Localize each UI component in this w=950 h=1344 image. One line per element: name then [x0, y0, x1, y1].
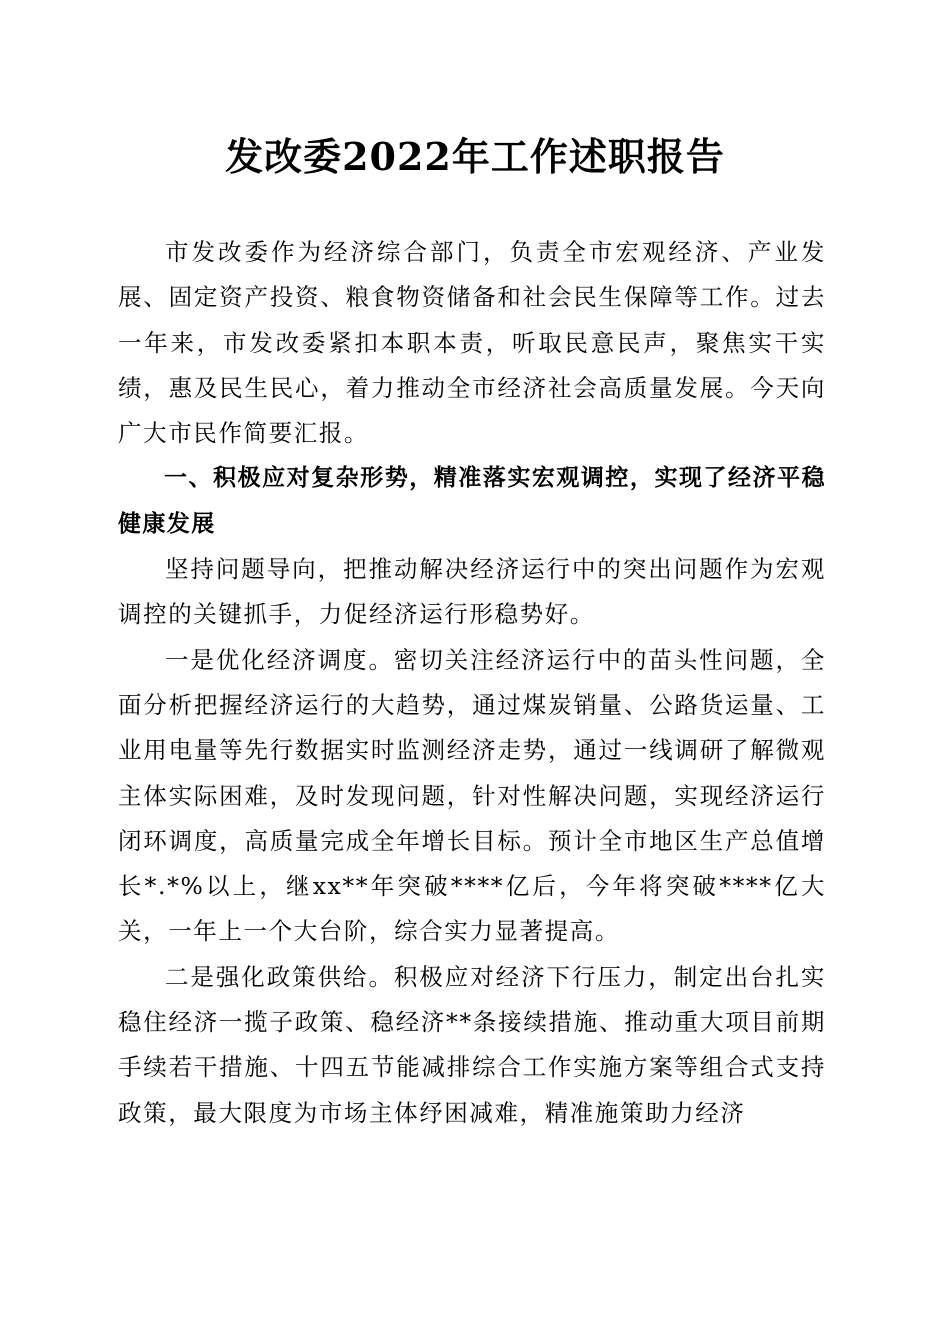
- point-paragraph-2: 二是强化政策供给。积极应对经济下行压力，制定出台扎实稳住经济一揽子政策、稳经济**条接续措施、推动重大项目前期手续若干措施、十四五节能减排综合工作实施方案等组合式支持政策，最大限度为市场主体纾困减难，精准施策助力经济: [118, 962, 826, 1127]
- section-heading-1: 一、积极应对复杂形势，精准落实宏观调控，实现了经济平稳健康发展: [118, 465, 826, 537]
- section-intro-paragraph: 坚持问题导向，把推动解决经济运行中的突出问题作为宏观调控的关键抓手，力促经济运行形稳势好。: [118, 555, 826, 629]
- intro-paragraph: 市发改委作为经济综合部门，负责全市宏观经济、产业发展、固定资产投资、粮食物资储备和社会民生保障等工作。过去一年来，市发改委紧扣本职本责，听取民意民声，聚焦实干实绩，惠及民生民心，着力推动全市经济社会高质量发展。今天向广大市民作简要汇报。: [118, 238, 826, 448]
- document-body: [118, 230, 826, 1136]
- document-title: 发改委2022年工作述职报告: [225, 134, 725, 179]
- point-paragraph-1: 一是优化经济调度。密切关注经济运行中的苗头性问题，全面分析把握经济运行的大趋势，通过煤炭销量、公路货运量、工业用电量等先行数据实时监测经济走势，通过一线调研了解微观主体实际困难，及时发现问题，针对性解决问题，实现经济运行闭环调度，高质量完成全年增长目标。预计全市地区生产总值增长*.*%以上，继xx**年突破****亿后，今年将突破****亿大关，一年上一个大台阶，综合实力显著提高。: [118, 645, 826, 946]
